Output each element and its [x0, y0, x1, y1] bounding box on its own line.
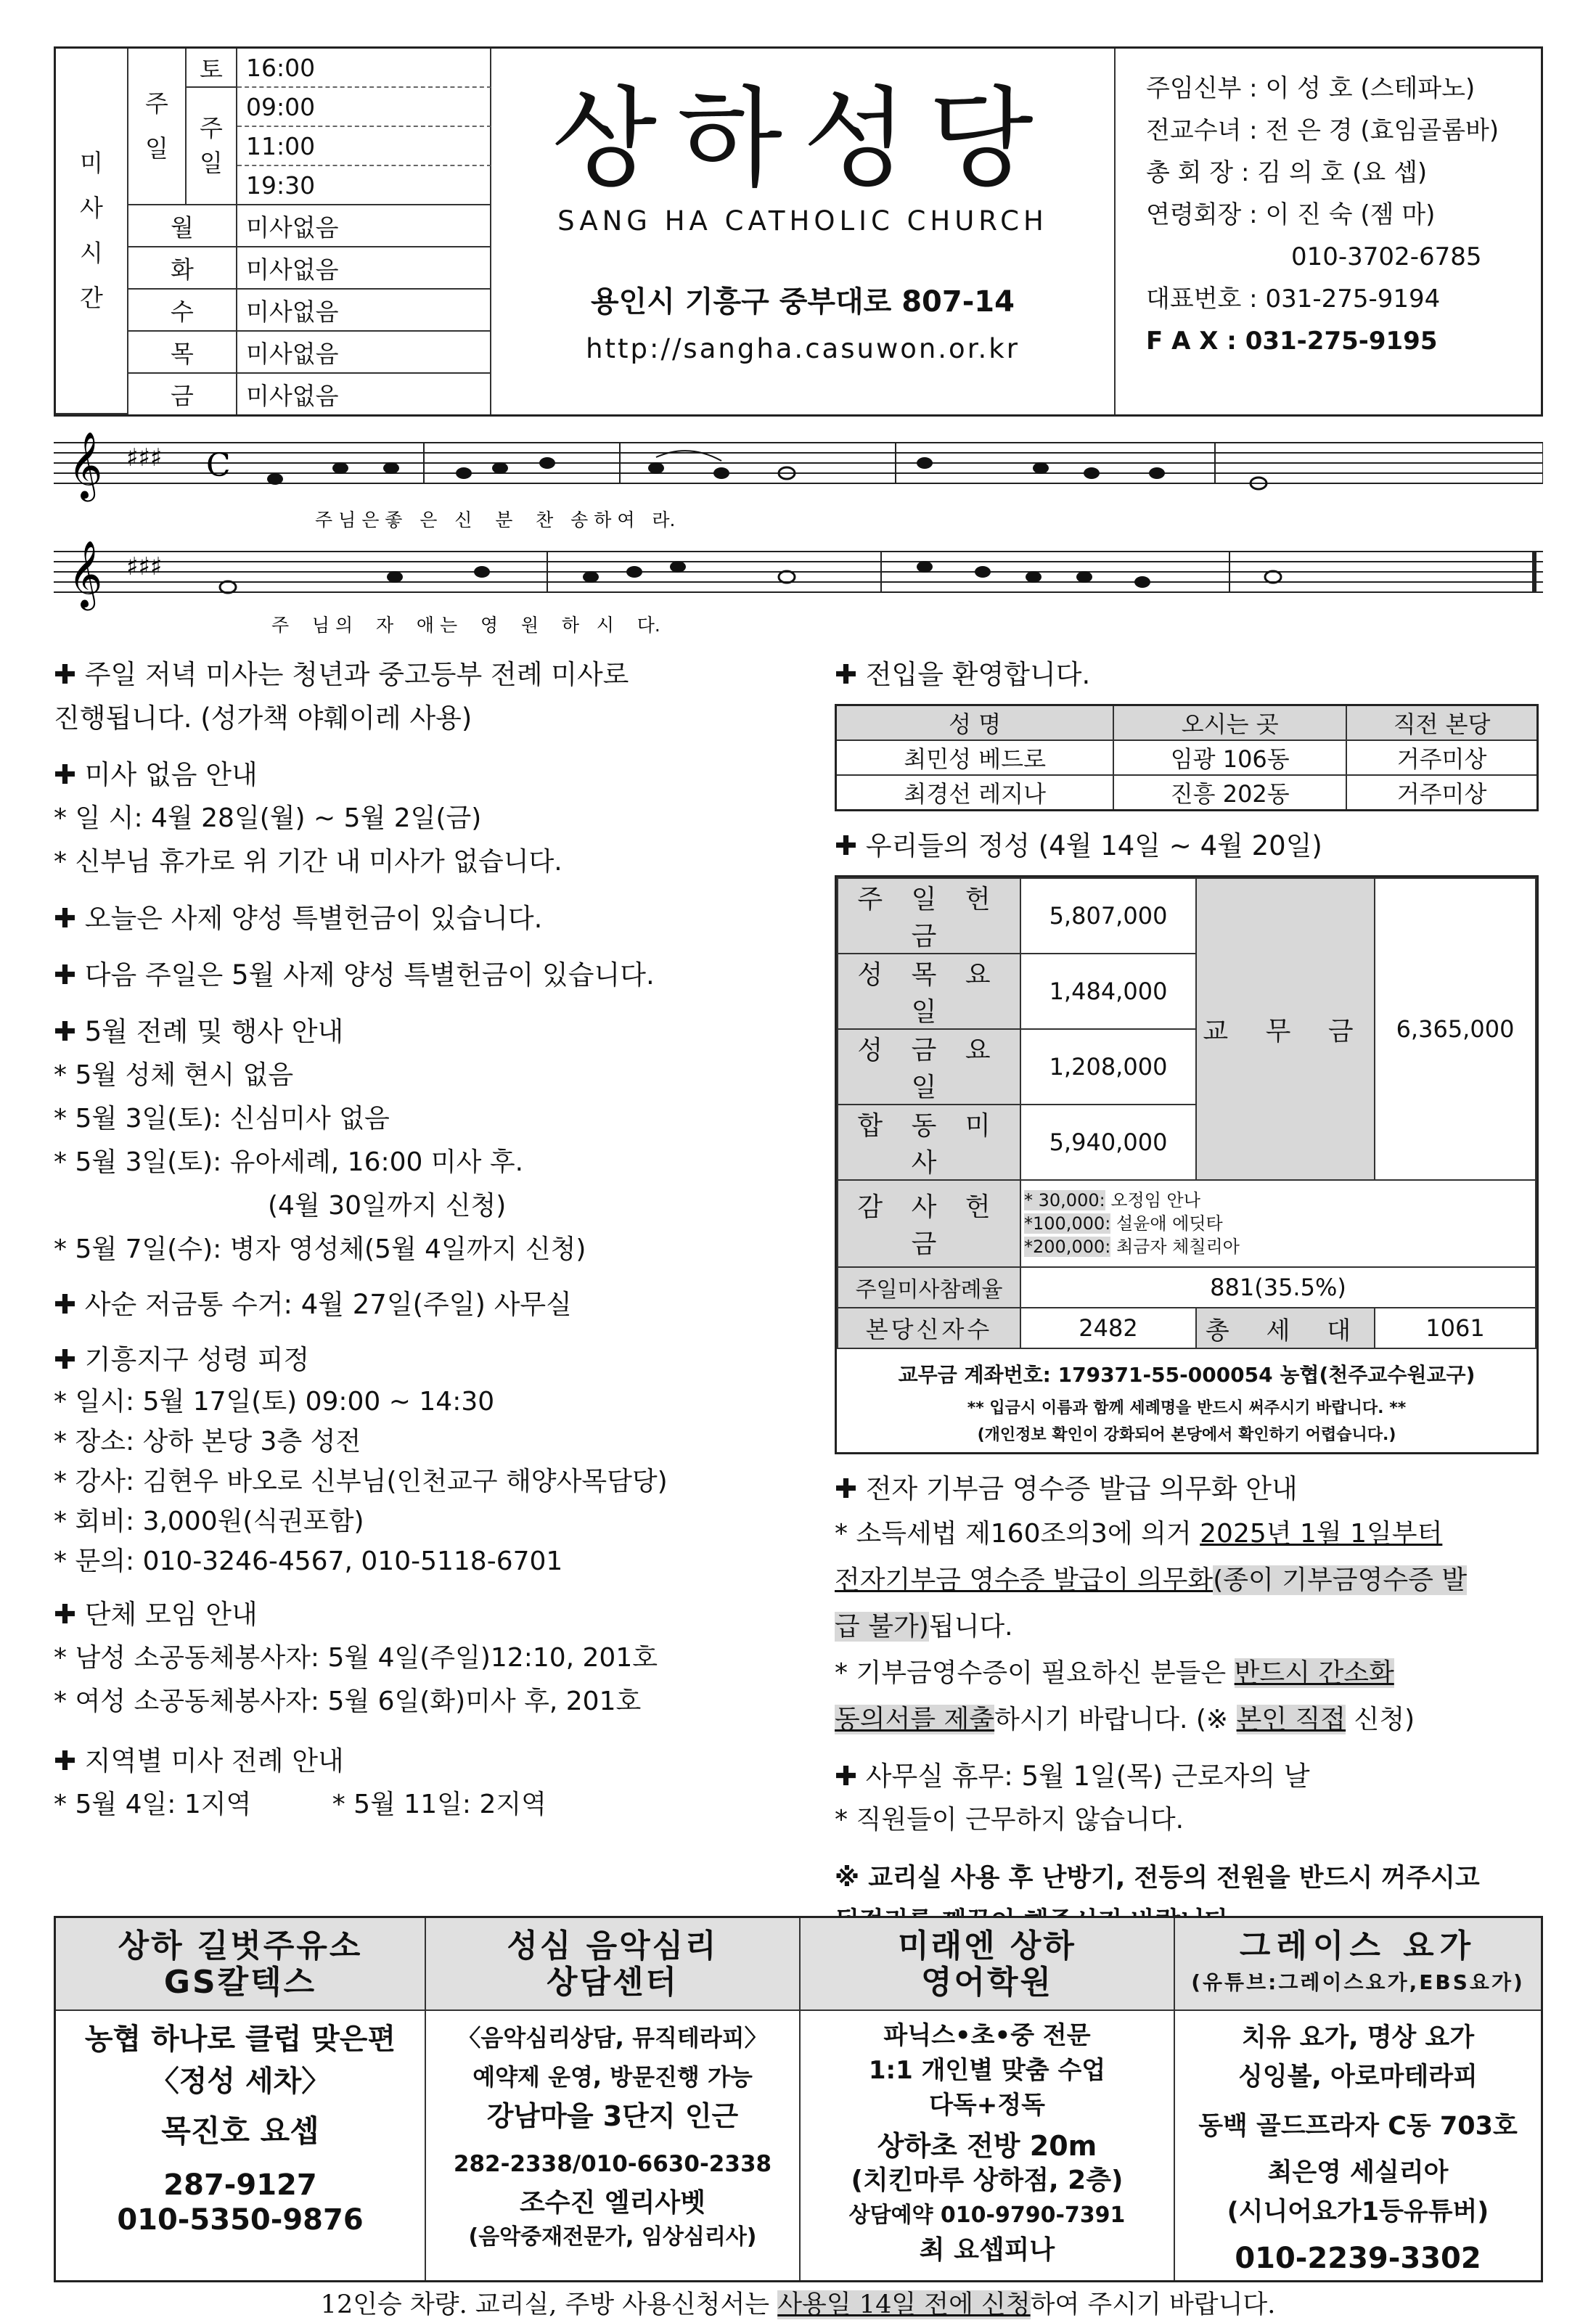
ad-english-academy: [801, 1918, 1175, 2280]
ad-line: 〈음악심리상담, 뮤직테라피〉: [457, 2024, 768, 2052]
ad-line: 동백 골드프라자 C동 703호: [1198, 2112, 1518, 2141]
offering-value: 1,208,000: [1020, 1029, 1196, 1105]
receipt-text: 됩니다.: [928, 1612, 1013, 1642]
footer-highlight: 사용일 14일 전에 신청: [777, 2290, 1031, 2319]
receipt-text: 하시기 바랍니다. (※: [994, 1705, 1237, 1734]
ad-subtitle: 상담센터: [546, 1964, 679, 2001]
receipt-highlight: 급 불가): [835, 1612, 929, 1642]
thanks-row: [1024, 1189, 1535, 1212]
ad-line: 강남마을 3단지 인근: [486, 2100, 739, 2132]
ad-line: 287-9127: [163, 2168, 317, 2202]
ad-line: 예약제 운영, 방문진행 가능: [472, 2063, 753, 2091]
advertisements: [54, 1916, 1543, 2282]
svg-text:♯♯♯: ♯♯♯: [126, 443, 163, 472]
next-offering: ✚ 다음 주일은 5월 사제 양성 특별헌금이 있습니다.: [54, 959, 655, 991]
mass-time: 19:30: [237, 166, 491, 205]
church-name: 상하성당: [552, 76, 1054, 202]
label-char: 일: [145, 134, 168, 163]
may-event: * 5월 7일(수): 병자 영성체(5월 4일까지 신청): [54, 1234, 586, 1264]
label-char: 사: [80, 194, 103, 222]
ad-line: 282-2338/010-6630-2338: [453, 2151, 772, 2177]
may-event: * 5월 3일(토): 신심미사 없음: [54, 1104, 390, 1134]
ad-line: 파닉스•초•중 전문: [883, 2021, 1091, 2050]
retreat-item: * 문의: 010-3246-4567, 010-5118-6701: [54, 1546, 563, 1576]
evening-mass-notice-cont: 진행됩니다. (성가책 야훼이레 사용): [54, 702, 472, 734]
ad-line: (시니어요가1등유튜버): [1227, 2197, 1489, 2226]
offering-table: [837, 877, 1536, 1349]
ad-header: [1175, 1918, 1541, 2011]
group-meeting-item: * 남성 소공동체봉사자: 5월 4일(주일)12:10, 201호: [54, 1643, 658, 1673]
savings-box-notice: ✚ 사순 저금통 수거: 4월 27일(주일) 사무실: [54, 1289, 572, 1320]
treble-clef-icon: 𝄞: [68, 540, 103, 607]
sunday-sub-label: [187, 88, 237, 205]
welcome-header: 오시는 곳: [1113, 705, 1346, 741]
welcome-table: [835, 704, 1539, 811]
ad-subtitle: GS칼텍스: [163, 1964, 317, 2001]
weekday-note: 미사없음: [237, 332, 491, 374]
ad-line: 〈정성 세차〉: [150, 2065, 331, 2098]
offering-label: 성 목 요 일: [838, 954, 1020, 1029]
bulletin-header: [54, 46, 1543, 417]
offering-label: 주 일 헌 금: [838, 878, 1020, 954]
may-event: * 5월 성체 현시 없음: [54, 1060, 294, 1090]
mass-time: 16:00: [237, 49, 491, 88]
attendance-label: 주일미사참례율: [838, 1267, 1020, 1308]
ad-line: 010-2239-3302: [1235, 2242, 1481, 2275]
thanks-row: [1024, 1235, 1535, 1258]
staff-row: 전교수녀 : 전 은 경 (효임골롬바): [1146, 116, 1499, 145]
ad-body: [801, 2011, 1174, 2268]
weekday-note: 미사없음: [237, 247, 491, 290]
offering-label: 합 동 미 사: [838, 1105, 1020, 1180]
welcome-address: 진흥 202동: [1113, 775, 1346, 811]
retreat-item: * 일시: 5월 17일(토) 09:00 ~ 14:30: [54, 1387, 495, 1417]
footer-text: 12인승 차량. 교리실, 주방 사용신청서는: [320, 2290, 778, 2319]
receipt-title: ✚ 전자 기부금 영수증 발급 의무화 안내: [835, 1473, 1298, 1504]
retreat-item: * 장소: 상하 본당 3층 성전: [54, 1427, 361, 1457]
receipt-text: 신청): [1346, 1705, 1415, 1734]
account-note: ** 입금시 이름과 함께 세례명을 반드시 써주시기 바랍니다. **: [967, 1399, 1407, 1417]
staff-phone: 010-3702-6785: [1291, 242, 1482, 271]
ad-body: [56, 2011, 425, 2237]
ad-line: (치킨마루 상하점, 2층): [851, 2166, 1124, 2195]
footer-notice: [0, 2285, 1596, 2321]
church-title-block: [491, 49, 1116, 414]
welcome-name: 최경선 레지나: [836, 775, 1114, 811]
saturday-label: 토: [187, 49, 237, 88]
table-row: [836, 775, 1538, 811]
offering-value: 5,807,000: [1020, 878, 1196, 954]
offering-value: 5,940,000: [1020, 1105, 1196, 1180]
left-column: [54, 653, 823, 1827]
ad-line: 010-5350-9876: [117, 2203, 364, 2237]
ad-body: [426, 2011, 799, 2252]
receipt-line: [835, 1650, 1543, 1697]
table-row: [836, 740, 1538, 775]
may-event: * 5월 3일(토): 유아세례, 16:00 미사 후.: [54, 1147, 524, 1177]
welcome-title: ✚ 전입을 환영합니다.: [835, 659, 1091, 690]
church-english-name: SANG HA CATHOLIC CHURCH: [557, 205, 1048, 237]
receipt-emphasis: 전자기부금 영수증 발급이 의무화: [835, 1565, 1214, 1595]
thanks-donor: 설윤애 에딧타: [1116, 1213, 1223, 1234]
offering-value: 1,484,000: [1020, 954, 1196, 1029]
offering-box: [835, 875, 1539, 1454]
church-url[interactable]: http://sangha.casuwon.or.kr: [586, 333, 1020, 364]
mass-time-label: [56, 49, 128, 414]
weekday: 화: [128, 247, 237, 290]
ad-line: 목진호 요셉: [161, 2113, 319, 2149]
ad-line: 최 요셉피나: [919, 2235, 1055, 2265]
ad-title: 미래엔 상하: [898, 1927, 1076, 1964]
office-closed-note: * 직원들이 근무하지 않습니다.: [835, 1805, 1184, 1835]
mass-time: 11:00: [237, 127, 491, 166]
mass-schedule: [56, 49, 491, 414]
account-number: 교무금 계좌번호: 179371-55-000054 농협(천주교수원교구): [898, 1363, 1476, 1387]
diocese-label: 교 무 금: [1196, 878, 1375, 1180]
sunday-label: [128, 49, 187, 205]
weekday: 목: [128, 332, 237, 374]
thanks-amount: *200,000:: [1024, 1237, 1111, 1257]
ad-title: 상하 길벗주유소: [118, 1927, 363, 1964]
thanks-row: [1024, 1212, 1535, 1235]
attendance-value: 881(35.5%): [1020, 1267, 1536, 1308]
members-label: 본당신자수: [838, 1308, 1020, 1348]
label-char: 일: [200, 149, 223, 177]
ad-gas-station: [56, 1918, 426, 2280]
ad-header: [801, 1918, 1174, 2011]
no-mass-title: ✚ 미사 없음 안내: [54, 759, 258, 790]
members-value: 2482: [1020, 1308, 1196, 1348]
ad-subtitle: 영어학원: [920, 1964, 1053, 2001]
households-label: 총 세 대: [1196, 1308, 1375, 1348]
music-staff-svg: [54, 428, 1543, 639]
office-closed-title: ✚ 사무실 휴무: 5월 1일(목) 근로자의 날: [835, 1761, 1310, 1792]
region-mass-item: * 5월 4일: 1지역: [54, 1790, 252, 1819]
ad-line: 상담예약 010-9790-7391: [848, 2203, 1126, 2228]
receipt-highlight: 반드시 간소화: [1234, 1658, 1394, 1688]
region-mass-title: ✚ 지역별 미사 전례 안내: [54, 1745, 344, 1777]
ad-line: 싱잉볼, 아로마테라피: [1238, 2062, 1478, 2091]
thanks-amount: * 30,000:: [1024, 1190, 1105, 1210]
staff-list: [1117, 49, 1545, 414]
thanks-list: [1020, 1180, 1536, 1267]
label-char: 미: [80, 149, 103, 177]
retreat-item: * 강사: 김현우 바오로 신부님(인천교구 해양사목담당): [54, 1467, 668, 1496]
ad-header: [426, 1918, 799, 2011]
welcome-header: 성 명: [836, 705, 1114, 741]
weekday-note: 미사없음: [237, 290, 491, 332]
svg-text:♯♯♯: ♯♯♯: [126, 552, 163, 581]
ad-line: 농협 하나로 클럽 맞은편: [84, 2023, 396, 2056]
may-events-title: ✚ 5월 전례 및 행사 안내: [54, 1016, 344, 1047]
treble-clef-icon: 𝄞: [68, 431, 103, 499]
right-column: [835, 653, 1543, 1943]
church-address: 용인시 기흥구 중부대로 807-14: [591, 285, 1015, 319]
staff-row: 총 회 장 : 김 의 호 (요 셉): [1146, 158, 1428, 187]
retreat-title: ✚ 기흥지구 성령 피정: [54, 1344, 310, 1375]
ad-yoga: [1175, 1918, 1541, 2280]
staff-row: 주임신부 : 이 성 호 (스테파노): [1146, 74, 1476, 103]
thanks-donor: 오정임 안나: [1110, 1190, 1200, 1210]
may-event: (4월 30일까지 신청): [268, 1191, 507, 1221]
no-mass-item: * 일 시: 4월 28일(월) ~ 5월 2일(금): [54, 803, 482, 833]
footer-text: 하여 주시기 바랍니다.: [1030, 2290, 1276, 2319]
ad-music-therapy: [426, 1918, 801, 2280]
diocese-value: 6,365,000: [1375, 878, 1536, 1180]
staff-fax: F A X : 031-275-9195: [1146, 327, 1438, 356]
welcome-prev-parish: 거주미상: [1346, 775, 1537, 811]
weekday-note: 미사없음: [237, 374, 491, 414]
ad-header: [56, 1918, 425, 2011]
ad-title: 성심 음악심리: [507, 1927, 719, 1964]
region-mass-items: [54, 1783, 823, 1827]
weekday: 수: [128, 290, 237, 332]
label-char: 주: [200, 114, 223, 142]
receipt-highlight: (종이 기부금영수증 발: [1213, 1565, 1468, 1595]
thanks-amount: *100,000:: [1024, 1213, 1111, 1234]
receipt-line: [835, 1557, 1543, 1604]
weekday: 월: [128, 205, 237, 247]
ad-line: 최은영 세실리아: [1267, 2158, 1449, 2187]
svg-text:C: C: [206, 447, 231, 484]
offering-label: 성 금 요 일: [838, 1029, 1020, 1105]
receipt-highlight: 동의서를 제출: [835, 1705, 995, 1734]
staff-row: 연령회장 : 이 진 숙 (젬 마): [1146, 200, 1436, 229]
ad-line: 치유 요가, 명상 요가: [1241, 2023, 1475, 2052]
account-info: [837, 1349, 1536, 1452]
ad-subtitle: (유튜브:그레이스요가,EBS요가): [1191, 1970, 1525, 1994]
mass-time: 09:00: [237, 88, 491, 127]
retreat-item: * 회비: 3,000원(식권포함): [54, 1507, 364, 1536]
hymn-lyric-line2: 주 님 의 자 애 는 영 원 하 시 다.: [271, 615, 660, 636]
receipt-highlight: 본인 직접: [1236, 1705, 1346, 1734]
welcome-prev-parish: 거주미상: [1346, 740, 1537, 775]
label-char: 시: [80, 239, 103, 267]
ad-body: [1175, 2011, 1541, 2278]
receipt-text: * 기부금영수증이 필요하신 분들은: [835, 1658, 1235, 1688]
staff-main-phone: 대표번호 : 031-275-9194: [1146, 284, 1441, 314]
account-note: (개인정보 확인이 강화되어 본당에서 확인하기 어렵습니다.): [977, 1426, 1396, 1444]
households-value: 1061: [1375, 1308, 1536, 1348]
today-offering: ✚ 오늘은 사제 양성 특별헌금이 있습니다.: [54, 903, 543, 934]
ad-title: 그레이스 요가: [1239, 1927, 1477, 1964]
receipt-line: [835, 1511, 1543, 1557]
label-char: 간: [80, 284, 103, 312]
classroom-notice: ※ 교리실 사용 후 난방기, 전등의 전원을 반드시 꺼주시고: [835, 1864, 1480, 1893]
weekday-note: 미사없음: [237, 205, 491, 247]
welcome-header: 직전 본당: [1346, 705, 1537, 741]
receipt-text: * 소득세법 제160조의3에 의거: [835, 1519, 1200, 1549]
welcome-address: 임광 106동: [1113, 740, 1346, 775]
group-meeting-item: * 여성 소공동체봉사자: 5월 6일(화)미사 후, 201호: [54, 1687, 642, 1716]
hymn-lyric-line1: 주 님 은 좋 은 신 분 찬 송 하 여 라.: [315, 509, 676, 530]
evening-mass-notice: ✚ 주일 저녁 미사는 청년과 중고등부 전례 미사로: [54, 659, 629, 690]
receipt-emphasis: 2025년 1월 1일부터: [1200, 1519, 1443, 1549]
offering-title: ✚ 우리들의 정성 (4월 14일 ~ 4월 20일): [835, 830, 1322, 861]
ad-line: (음악중재전문가, 임상심리사): [468, 2224, 757, 2250]
no-mass-item: * 신부님 휴가로 위 기간 내 미사가 없습니다.: [54, 847, 562, 877]
hymn-score: [54, 428, 1543, 639]
receipt-line: [835, 1697, 1543, 1743]
welcome-name: 최민성 베드로: [836, 740, 1114, 775]
group-meeting-title: ✚ 단체 모임 안내: [54, 1599, 258, 1630]
thanks-donor: 최금자 체칠리아: [1116, 1237, 1240, 1257]
thanks-label: 감 사 헌 금: [838, 1180, 1020, 1267]
ad-line: 다독+정독: [929, 2091, 1045, 2120]
label-char: 주: [145, 89, 168, 118]
ad-line: 1:1 개인별 맞춤 수업: [868, 2056, 1106, 2085]
ad-line: 상하초 전방 20m: [877, 2130, 1097, 2162]
ad-line: 조수진 엘리사벳: [520, 2188, 705, 2218]
region-mass-item: * 5월 11일: 2지역: [332, 1790, 547, 1819]
receipt-line: [835, 1604, 1543, 1650]
weekday: 금: [128, 374, 237, 414]
